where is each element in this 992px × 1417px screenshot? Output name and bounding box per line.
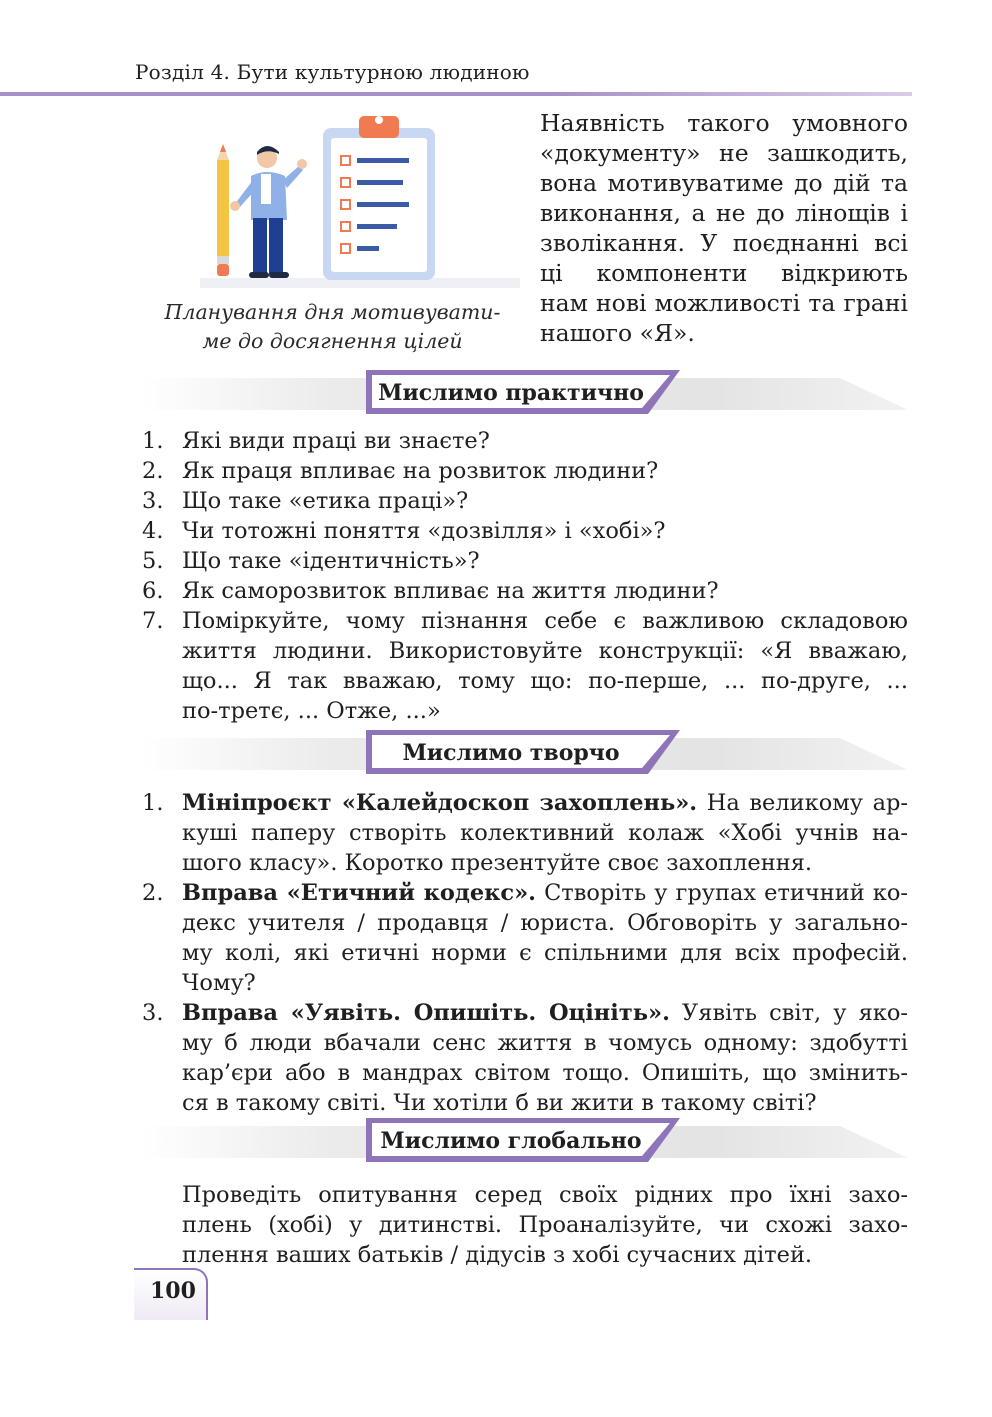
practical-questions-list [140,426,908,726]
item-text: Як саморозвиток впливає на життя людини? [182,578,719,604]
item-text: ся в такому світі. Чи хотіли б ви жити в такому світі? [182,1090,817,1116]
section-banner-global [140,1118,910,1168]
item-number: 7. [142,608,164,634]
item-text: кар’єри або в мандрах світом тощо. Опишіть, що змінить- [182,1060,908,1086]
pencil-icon [217,144,229,276]
illustration-svg [195,108,525,296]
item-text: Уявіть світ, у яко- [669,1000,908,1026]
item-text: шого класу». Коротко презентуйте своє захоплення. [182,850,813,876]
person-icon [230,146,307,278]
list-item [140,576,908,606]
intro-line: нашого «Я». [540,319,695,347]
paragraph-line: плень (хобі) у дитинстві. Проаналізуйте, чи схожі захо- [182,1212,908,1238]
list-item [140,426,908,456]
paragraph-line: Проведіть опитування серед своїх рідних про їхні захо- [182,1182,908,1208]
item-number: 3. [142,1000,164,1026]
item-number: 1. [142,428,164,454]
section-banner-practical [140,370,910,420]
list-item [140,998,908,1118]
item-text: На великому ар- [697,790,908,816]
item-text: що... Я так вважаю, тому що: по-перше, ... по-друге, ... [182,668,908,694]
intro-line: виконання, а не до лінощів і [540,199,908,227]
item-text: Поміркуйте, чому пізнання себе є важливою складовою [182,608,908,634]
item-first-line [182,998,908,1028]
item-text: Як праця впливає на розвиток людини? [182,458,659,484]
section-title: Мислимо практично [378,380,644,406]
paragraph-line: плення ваших батьків / дідусів з хобі сучасних дітей. [182,1242,813,1268]
item-number: 4. [142,518,164,544]
caption-line: Планування дня мотивувати- [164,300,501,324]
item-text: Чому? [182,970,256,996]
task-name: Вправа «Уявіть. Опишіть. Оцініть». [182,1000,670,1026]
section-banner-creative [140,730,910,780]
item-text: куші паперу створіть колективний колаж «Хобі учнів на- [182,820,908,846]
item-text: му б люди вбачали сенс життя в чомусь одному: здобутті [182,1030,908,1056]
item-text: декс учителя / продавця / юриста. Обговоріть у загально- [182,910,908,936]
list-item [140,456,908,486]
item-text: Чи тотожні поняття «дозвілля» і «хобі»? [182,518,666,544]
intro-line: вона мотивуватиме до дій та [540,169,908,197]
list-item [140,606,908,726]
item-text: Що таке «етика праці»? [182,488,469,514]
task-name: Вправа «Етичний кодекс». [182,880,537,906]
list-item [140,486,908,516]
list-item [140,546,908,576]
item-text: по-третє, ... Отже, ...» [182,698,441,724]
task-name: Мініпроєкт «Калейдоскоп захоплень». [182,790,698,816]
item-text: Що таке «ідентичність»? [182,548,480,574]
creative-tasks-list [140,788,908,1118]
running-head: Розділ 4. Бути культурною людиною [135,60,530,84]
intro-line: «документу» не зашкодить, [540,139,908,167]
item-first-line [182,788,908,818]
item-number: 6. [142,578,164,604]
section-title: Мислимо глобально [380,1128,642,1154]
item-number: 1. [142,790,164,816]
item-text: життя людини. Використовуйте конструкції: «Я вважаю, [182,638,908,664]
item-text: му колі, які етичні норми є спільними для всіх професій. [182,940,908,966]
caption-line: ме до досягнення цілей [202,329,463,353]
item-text: Які види праці ви знаєте? [182,428,490,454]
section-title: Мислимо творчо [402,740,620,766]
list-item [140,878,908,998]
header-rule [0,92,912,96]
item-number: 2. [142,458,164,484]
intro-paragraph [540,108,908,348]
illustration-caption [140,298,525,356]
planning-illustration [195,108,525,296]
item-text: Створіть у групах етичний ко- [536,880,908,906]
clipboard-checklist-icon [323,116,435,280]
item-number: 5. [142,548,164,574]
item-number: 3. [142,488,164,514]
item-number: 2. [142,880,164,906]
intro-line: зволікання. У поєднанні всі [540,229,908,257]
page-number: 100 [150,1278,196,1304]
intro-line: нам нові можливості та грані [540,289,908,317]
list-item [140,788,908,878]
intro-line: Наявність такого умовного [540,109,908,137]
item-first-line [182,878,908,908]
intro-line: ці компоненти відкриють [540,259,908,287]
list-item [140,516,908,546]
global-task-paragraph [182,1180,908,1270]
